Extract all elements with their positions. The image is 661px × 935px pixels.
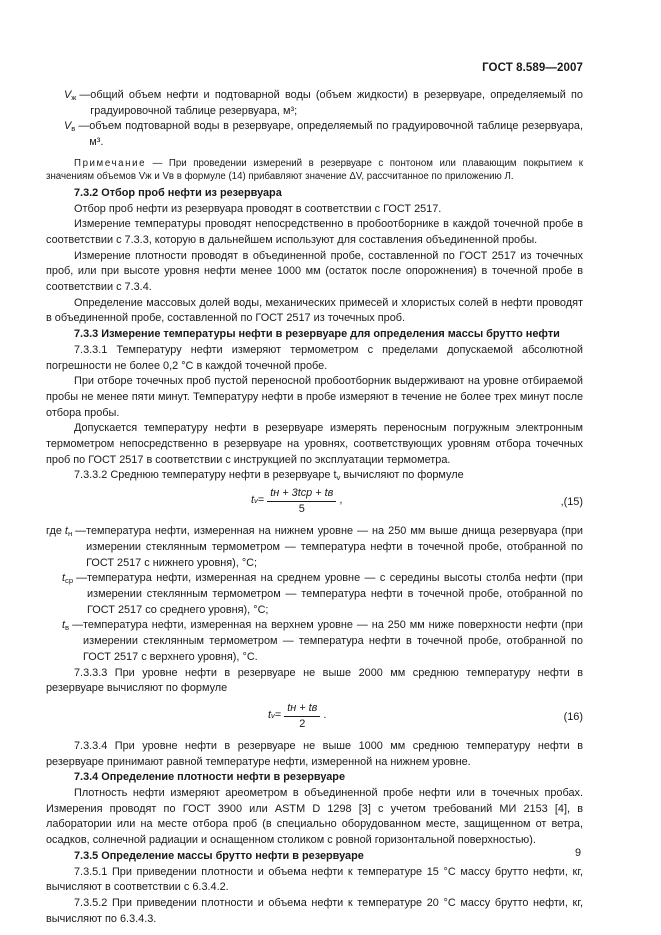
paragraph: 7.3.3.2 Среднюю температуру нефти в резервуаре $t_v$ вычисляют по формуле — [74, 469, 464, 483]
definition-v-v: $V_в$ — объем подтоварной воды в резервуаре, определяемый по градуировочной таблице резервуара, м³. — [46, 119, 583, 150]
paragraph: Измерение температуры проводят непосредственно в пробоотборнике в каждой точечной пробе в соответствии с 7.3.3, которую в дальнейшем используют для составления объединенной пробы. — [46, 218, 583, 246]
definition-t-sr: $t_{ср}$ — температура нефти, измеренная на среднем уровне — с середины высоты столба нефти (при измерении стеклянным термометром — температура нефти в точечной пробе, отобранной по ГОСТ 2517 со среднего уровня), °С; — [62, 572, 583, 616]
definition-v-zh: $V_ж$ — общий объем нефти и подтоварной воды (объем жидкости) в резервуаре, определяемый по градуировочной таблице резервуара, м³; — [46, 88, 583, 119]
paragraph: Допускается температуру нефти в резервуаре измерять переносным погружным электронным термометром непосредственно в резервуаре на уровнях, соответствующих уровням отбора точечных проб по ГОСТ 2517 в соответствии с инструкцией по эксплуатации термометра. — [46, 422, 583, 466]
note — [46, 157, 583, 184]
paragraph: 7.3.3.1 Температуру нефти измеряют термометром с пределами допускаемой абсолютной погрешности не более 0,2 °С в каждой точечной пробе. — [46, 343, 583, 372]
note-label: Примечание — [74, 157, 147, 169]
heading-7-3-4: 7.3.4 Определение плотности нефти в резервуаре — [74, 771, 346, 784]
paragraph: При отборе точечных проб пустой переносной пробоотборник выдерживают на уровне отбираемой пробы не менее пяти минут. Температуру нефти в пробе измеряют в течение не более трех минут после отбора пробы. — [46, 375, 583, 419]
formula-number: (16) — [563, 710, 583, 723]
formula-15: t v = $\frac{\text{tн + 3tср + tв}}{5}$ , ,(15) — [251, 487, 583, 516]
paragraph: 7.3.3.4 При уровне нефти в резервуаре не выше 1000 мм среднюю температуру нефти в резервуаре принимают равной температуре нефти, измеренной на нижнем уровне. — [46, 739, 583, 768]
paragraph: Отбор проб нефти из резервуара проводят в соответствии с ГОСТ 2517. — [74, 202, 442, 215]
paragraph: 7.3.3.3 При уровне нефти в резервуаре не выше 2000 мм среднюю температуру нефти в резервуаре вычисляют по формуле — [46, 666, 583, 695]
paragraph: 7.3.5.2 При приведении плотности и объема нефти к температуре 20 °С массу брутто нефти, кг, вычисляют по 6.3.4.3. — [46, 896, 583, 925]
heading-7-3-3: 7.3.3 Измерение температуры нефти в резервуаре для определения массы брутто нефти — [74, 328, 560, 341]
formula-number: ,(15) — [560, 496, 583, 509]
paragraph: Определение массовых долей воды, механических примесей и хлористых солей в нефти проводят в объединенной пробе, составленной по ГОСТ 2517 из точечных проб. — [46, 296, 583, 325]
fraction: $\frac{tн + tв}{2}$ — [284, 701, 320, 731]
definition-text: общий объем нефти и подтоварной воды (объем жидкости) в резервуаре, определяемый по градуировочной таблице резервуара, м³; — [90, 89, 583, 117]
paragraph: Плотность нефти измеряют ареометром в объединенной пробе нефти или в точечных пробах. Измерения проводят по ГОСТ 3900 или ASTM D 1298 [3] с учетом требований МИ 2153 [4], в лаборатории или на месте отбора проб (в специально оборудованном месте, защищенном от ветра, осадков, солнечной радиации и оснащенном столиком с ровной горизонтальной поверхностью). — [46, 787, 583, 847]
page-content — [46, 88, 583, 927]
paragraph: 7.3.5.1 При приведении плотности и объема нефти к температуре 15 °С массу брутто нефти, кг, вычисляют в соответствии с 6.3.4.2. — [46, 865, 583, 894]
fraction: $\frac{\text{tн + 3tср + tв}}{5}$ — [267, 486, 336, 516]
standard-header: ГОСТ 8.589—2007 — [482, 62, 583, 74]
heading-7-3-5: 7.3.5 Определение массы брутто нефти в резервуаре — [74, 849, 364, 862]
definition-t-n: где $t_н$ — температура нефти, измеренная на нижнем уровне — на 250 мм выше днища резервуара (при измерении стеклянным термометром — температура нефти в точечной пробе, отобранной по ГОСТ 2517 с нижнего уровня), °С; — [46, 525, 583, 569]
formula-16: t v = $\frac{tн + tв}{2}$ . (16) — [268, 701, 583, 730]
page-number: 9 — [574, 847, 581, 859]
note-text: — При проведении измерений в резервуаре с понтоном или плавающим покрытием к значениям объемов Vж и Vв в формуле (14) прибавляют значение ΔV, рассчитанное по приложению Л. — [46, 157, 583, 183]
paragraph: Измерение плотности проводят в объединенной пробе, составленной по ГОСТ 2517 из точечных проб, или при высоте уровня нефти менее 1000 мм (остаток после опорожнения) в точечной пробе в соответствии с 7.3.4. — [46, 249, 583, 294]
definition-text: объем подтоварной воды в резервуаре, определяемый по градуировочной таблице резервуара, м³. — [89, 120, 583, 149]
heading-7-3-2: 7.3.2 Отбор проб нефти из резервуара — [74, 186, 282, 199]
definition-t-v: $t_в$ — температура нефти, измеренная на верхнем уровне — на 250 мм ниже поверхности нефти (при измерении стеклянным термометром — температура нефти в точечной пробе, отобранной по ГОСТ 2517 с верхнего уровня), °С. — [62, 619, 583, 663]
